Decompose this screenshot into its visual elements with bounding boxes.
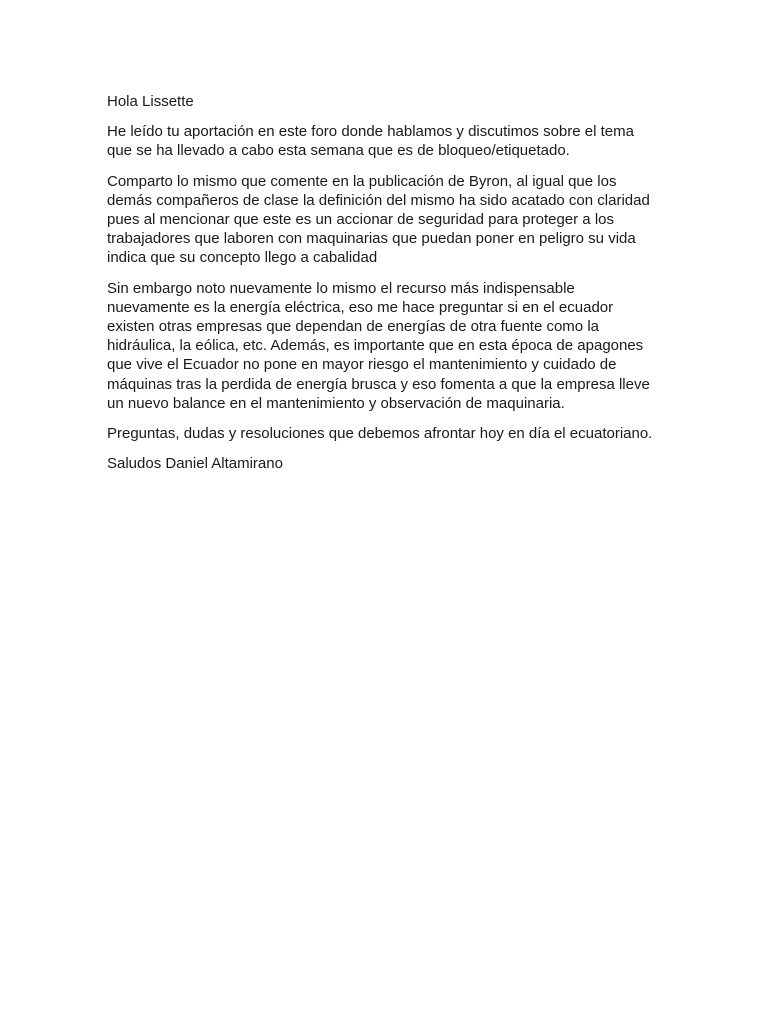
greeting: [107, 92, 668, 111]
text-line: indica que su concepto llego a cabalidad: [107, 249, 378, 267]
text-line: trabajadores que laboren con maquinarias que puedan poner en peligro su vida: [107, 230, 636, 248]
text-line: Preguntas, dudas y resoluciones que debemos afrontar hoy en día el ecuatoriano.: [107, 425, 653, 443]
paragraph-2: [107, 172, 668, 268]
text-line: hidráulica, la eólica, etc. Además, es importante que en esta época de apagones: [107, 337, 644, 355]
text-line: Comparto lo mismo que comente en la publicación de Byron, al igual que los: [107, 172, 617, 190]
text-line: un nuevo balance en el mantenimiento y observación de maquinaria.: [107, 394, 565, 412]
text-line: que se ha llevado a cabo esta semana que es de bloqueo/etiquetado.: [107, 142, 570, 160]
text-line: que vive el Ecuador no pone en mayor riesgo el mantenimiento y cuidado de: [107, 356, 617, 374]
text-line: Sin embargo noto nuevamente lo mismo el recurso más indispensable: [107, 279, 575, 297]
closing-signature: [107, 454, 668, 473]
text-line: máquinas tras la perdida de energía brusca y eso fomenta a que la empresa lleve: [107, 375, 650, 393]
text-line: Hola Lissette: [107, 93, 194, 110]
paragraph-1: [107, 122, 668, 160]
text-line: demás compañeros de clase la definición del mismo ha sido acatado con claridad: [107, 191, 650, 209]
text-line: nuevamente es la energía eléctrica, eso me hace preguntar si en el ecuador: [107, 298, 614, 316]
text-line: pues al mencionar que este es un accionar de seguridad para proteger a los: [107, 211, 614, 229]
paragraph-3: [107, 279, 668, 413]
text-line: Saludos Daniel Altamirano: [107, 455, 283, 473]
text-line: He leído tu aportación en este foro donde hablamos y discutimos sobre el tema: [107, 123, 634, 141]
text-line: existen otras empresas que dependan de energías de otra fuente como la: [107, 318, 599, 336]
paragraph-4: [107, 424, 668, 443]
